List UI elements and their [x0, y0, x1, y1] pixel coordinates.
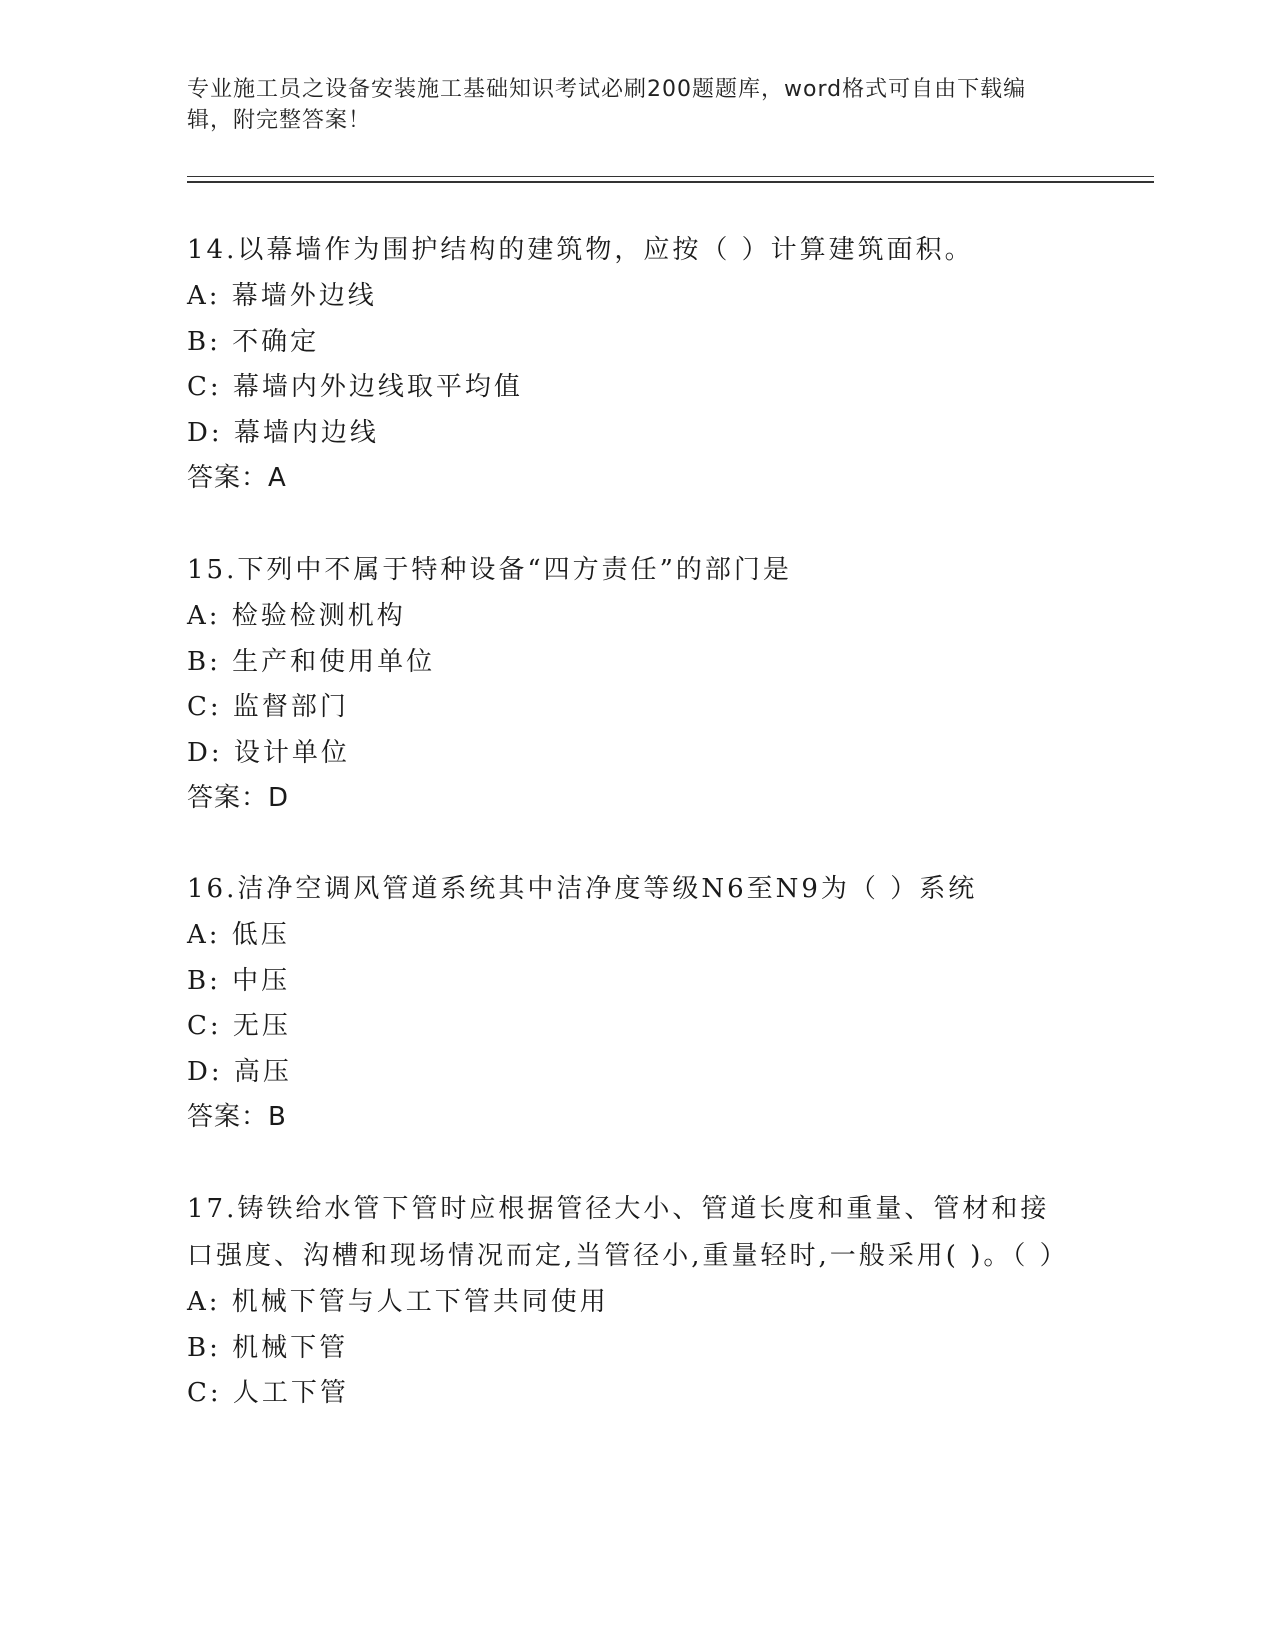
answer: 答案：D [187, 783, 290, 814]
option-b: B: 生产和使用单位 [187, 646, 436, 677]
option-d: D: 幕墙内边线 [187, 417, 379, 448]
option-c: C: 无压 [187, 1011, 291, 1042]
option-a: A: 机械下管与人工下管共同使用 [187, 1287, 609, 1317]
option-c: C: 监督部门 [187, 692, 349, 723]
question-17 [187, 1186, 1077, 1417]
option-a: A: 幕墙外边线 [187, 281, 377, 311]
option-b: B: 不确定 [187, 326, 320, 357]
option-b: B: 机械下管 [187, 1332, 349, 1363]
option-a: A: 低压 [187, 920, 290, 950]
question-16 [187, 866, 1087, 1140]
question-title: 15.下列中不属于特种设备“四方责任”的部门是 [187, 555, 792, 585]
question-title: 16.洁净空调风管道系统其中洁净度等级N6至N9为（ ）系统 [187, 874, 978, 904]
document-header [187, 74, 1067, 136]
header-divider-thin [187, 176, 1154, 177]
question-15 [187, 547, 1087, 821]
question-title: 14.以幕墙作为围护结构的建筑物，应按（ ）计算建筑面积。 [187, 235, 974, 265]
question-14 [187, 227, 1087, 501]
option-d: D: 高压 [187, 1056, 292, 1087]
answer: 答案：A [187, 463, 287, 494]
option-b: B: 中压 [187, 965, 291, 996]
option-c: C: 幕墙内外边线取平均值 [187, 372, 523, 403]
option-a: A: 检验检测机构 [187, 601, 406, 631]
option-c: C: 人工下管 [187, 1378, 349, 1409]
header-text: 专业施工员之设备安装施工基础知识考试必刷200题题库，word格式可自由下载编辑，附完整答案！ [187, 77, 1027, 133]
answer: 答案：B [187, 1102, 287, 1133]
question-title: 17.铸铁给水管下管时应根据管径大小、管道长度和重量、管材和接口强度、沟槽和现场情况而定,当管径小,重量轻时,一般采用( )。（ ） [187, 1194, 1069, 1271]
header-divider-thick [187, 181, 1154, 183]
option-d: D: 设计单位 [187, 737, 350, 768]
